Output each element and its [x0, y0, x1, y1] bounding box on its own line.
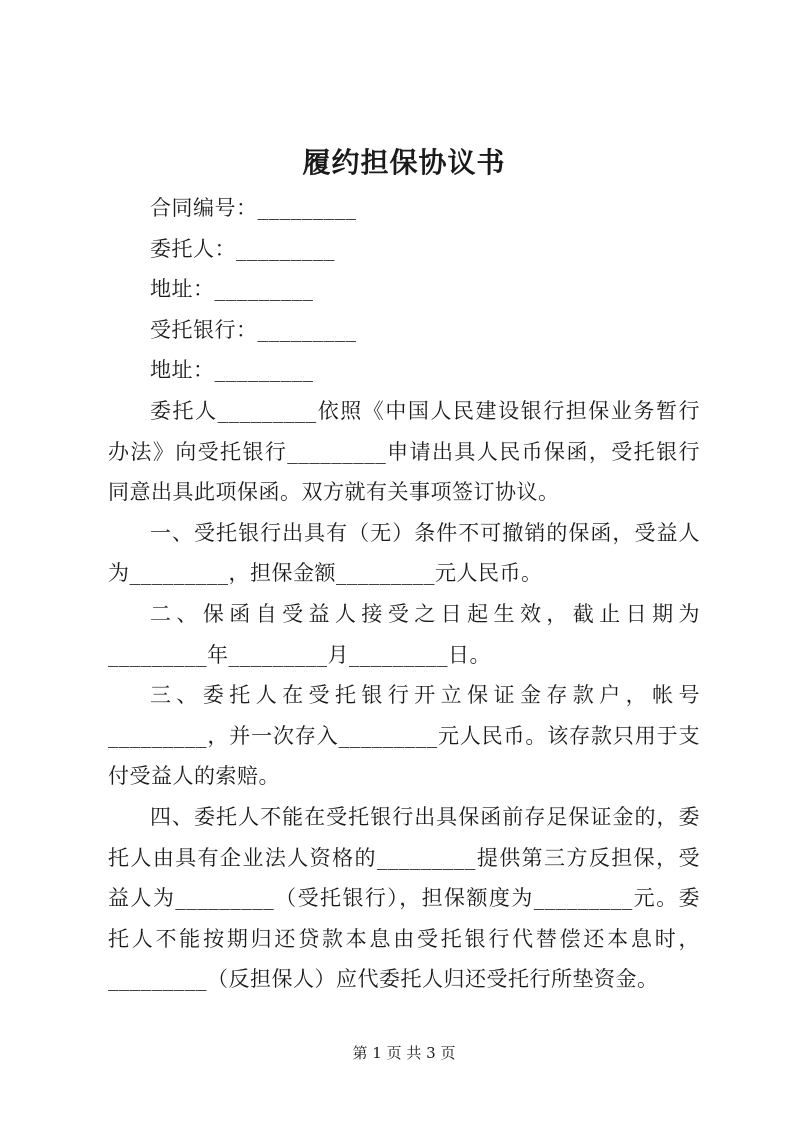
intro-paragraph: 委托人_________依照《中国人民建设银行担保业务暂行办法》向受托银行_________申请出具人民币保函，受托银行同意出具此项保函。双方就有关事项签订协议。 [108, 398, 700, 505]
document-body [108, 188, 700, 1000]
page-footer: 第 1 页 共 3 页 [352, 1044, 456, 1062]
clause-1-paragraph: 一、受托银行出具有（无）条件不可撤销的保函，受益人为_________，担保金额_________元人民币。 [108, 520, 700, 586]
clause-4-paragraph: 四、委托人不能在受托银行出具保函前存足保证金的，委托人由具有企业法人资格的_________提供第三方反担保，受益人为_________（受托银行），担保额度为_________元。委托人不能按期归还贷款本息由受托银行代替偿还本息时，_________（反担保人）应代委托人归还受托行所垫资金。 [108, 804, 700, 992]
document-title: 履约担保协议书 [302, 146, 506, 179]
principal-field: 委托人：_________ [150, 236, 335, 261]
contract-number-field: 合同编号：_________ [150, 196, 357, 220]
trustee-bank-field: 受托银行：_________ [150, 317, 357, 342]
principal-address-field: 地址：_________ [150, 277, 314, 302]
clause-2-paragraph: 二、保函自受益人接受之日起生效，截止日期为_________年_________月_________日。 [108, 601, 700, 667]
trustee-address-field: 地址：_________ [150, 358, 314, 383]
clause-3-paragraph: 三、委托人在受托银行开立保证金存款户，帐号_________，并一次存入_________元人民币。该存款只用于支付受益人的索赔。 [108, 683, 700, 789]
document-page [108, 0, 700, 1132]
